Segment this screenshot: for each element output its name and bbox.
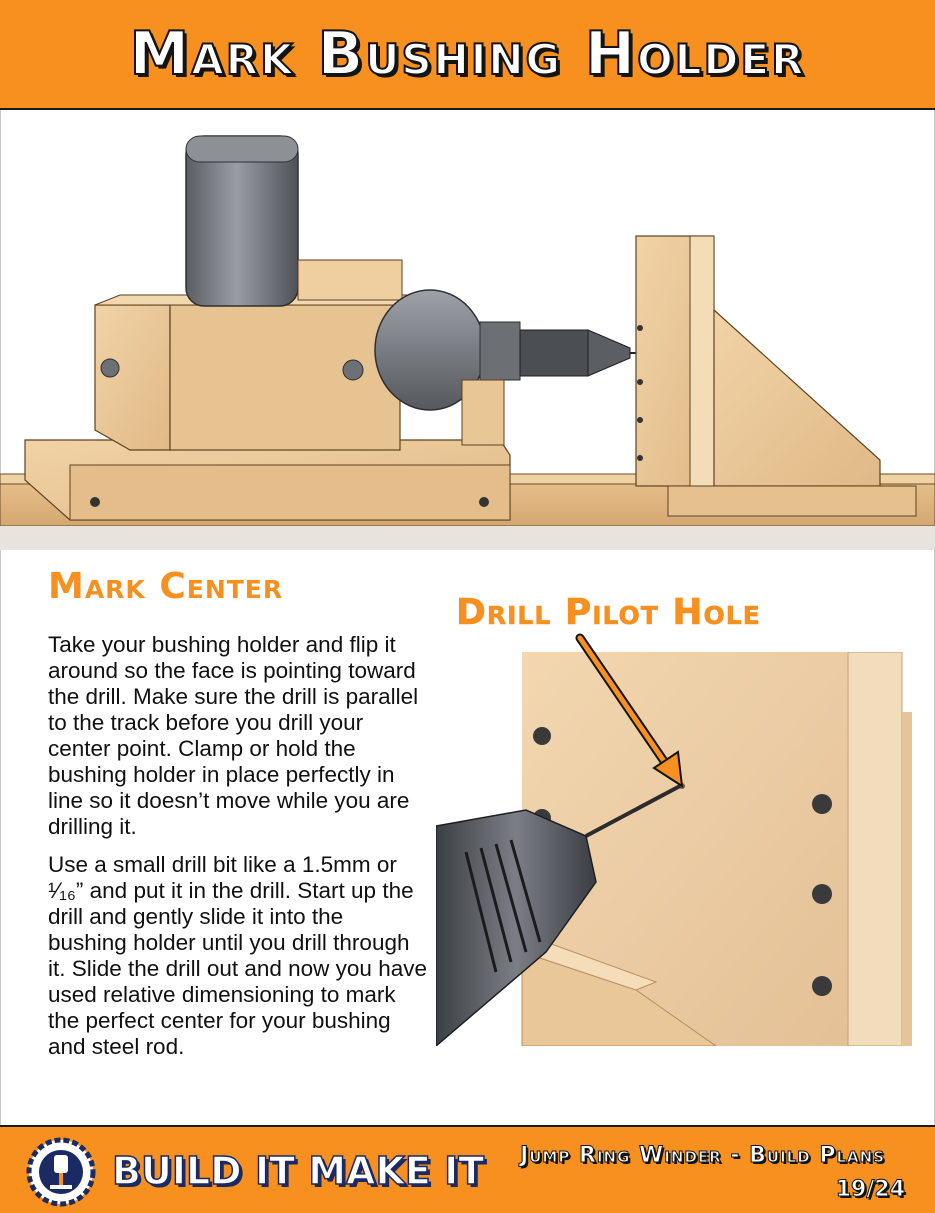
callout-arrow (570, 630, 690, 790)
screw (637, 417, 643, 423)
drill-chuck-tip (588, 330, 630, 376)
hero-illustration (0, 110, 935, 565)
footer-banner (0, 1125, 935, 1213)
brand-name: BUILD IT MAKE IT (112, 1149, 485, 1193)
screw (812, 884, 832, 904)
page-title: Mark Bushing Holder (129, 19, 806, 89)
holder-brace (714, 310, 880, 486)
bolt (343, 360, 363, 380)
screw (637, 379, 643, 385)
screw (90, 497, 100, 507)
clamp-front (170, 305, 400, 450)
screw (637, 455, 643, 461)
small-block (462, 380, 504, 445)
screw (479, 497, 489, 507)
clamp-side (95, 305, 170, 450)
track-shadow (0, 526, 935, 550)
bolt (101, 359, 119, 377)
page-number: 19/24 (835, 1177, 905, 1202)
screw (812, 794, 832, 814)
plywood-edge (848, 652, 902, 1046)
instruction-paragraph: Take your bushing holder and flip it around so the face is pointing toward the drill. Make sure the drill is parallel to the track before you drill your center point. Clamp or hold the bushing holder in place perfectly in line so it doesn’t move while you are drilling it. (48, 632, 419, 839)
plywood-right (902, 712, 912, 1046)
drill-collar (480, 322, 520, 380)
sled-base-front (70, 465, 510, 520)
drill-gear-logo-icon (26, 1137, 96, 1207)
callout-label: Drill Pilot Hole (456, 592, 761, 633)
plan-title: Jump Ring Winder - Build Plans (520, 1143, 885, 1168)
screw (533, 727, 551, 745)
instruction-paragraph: Use a small drill bit like a 1.5mm or ¹⁄₁₆” and put it in the drill. Start up the drill and gently slide it into the bushing holder until you drill through it. Slide the drill out and now you have used relative dimensioning to mark the perfect center for your bushing and steel rod. (48, 852, 427, 1059)
section-heading: Mark Center (48, 566, 284, 607)
holder-edge (690, 236, 714, 486)
drill-chuck (520, 330, 588, 376)
header-banner (0, 0, 935, 110)
screw (637, 325, 643, 331)
top-block (298, 260, 402, 300)
drill-handle-cap (186, 136, 298, 162)
screw (812, 976, 832, 996)
holder-foot (668, 486, 916, 516)
